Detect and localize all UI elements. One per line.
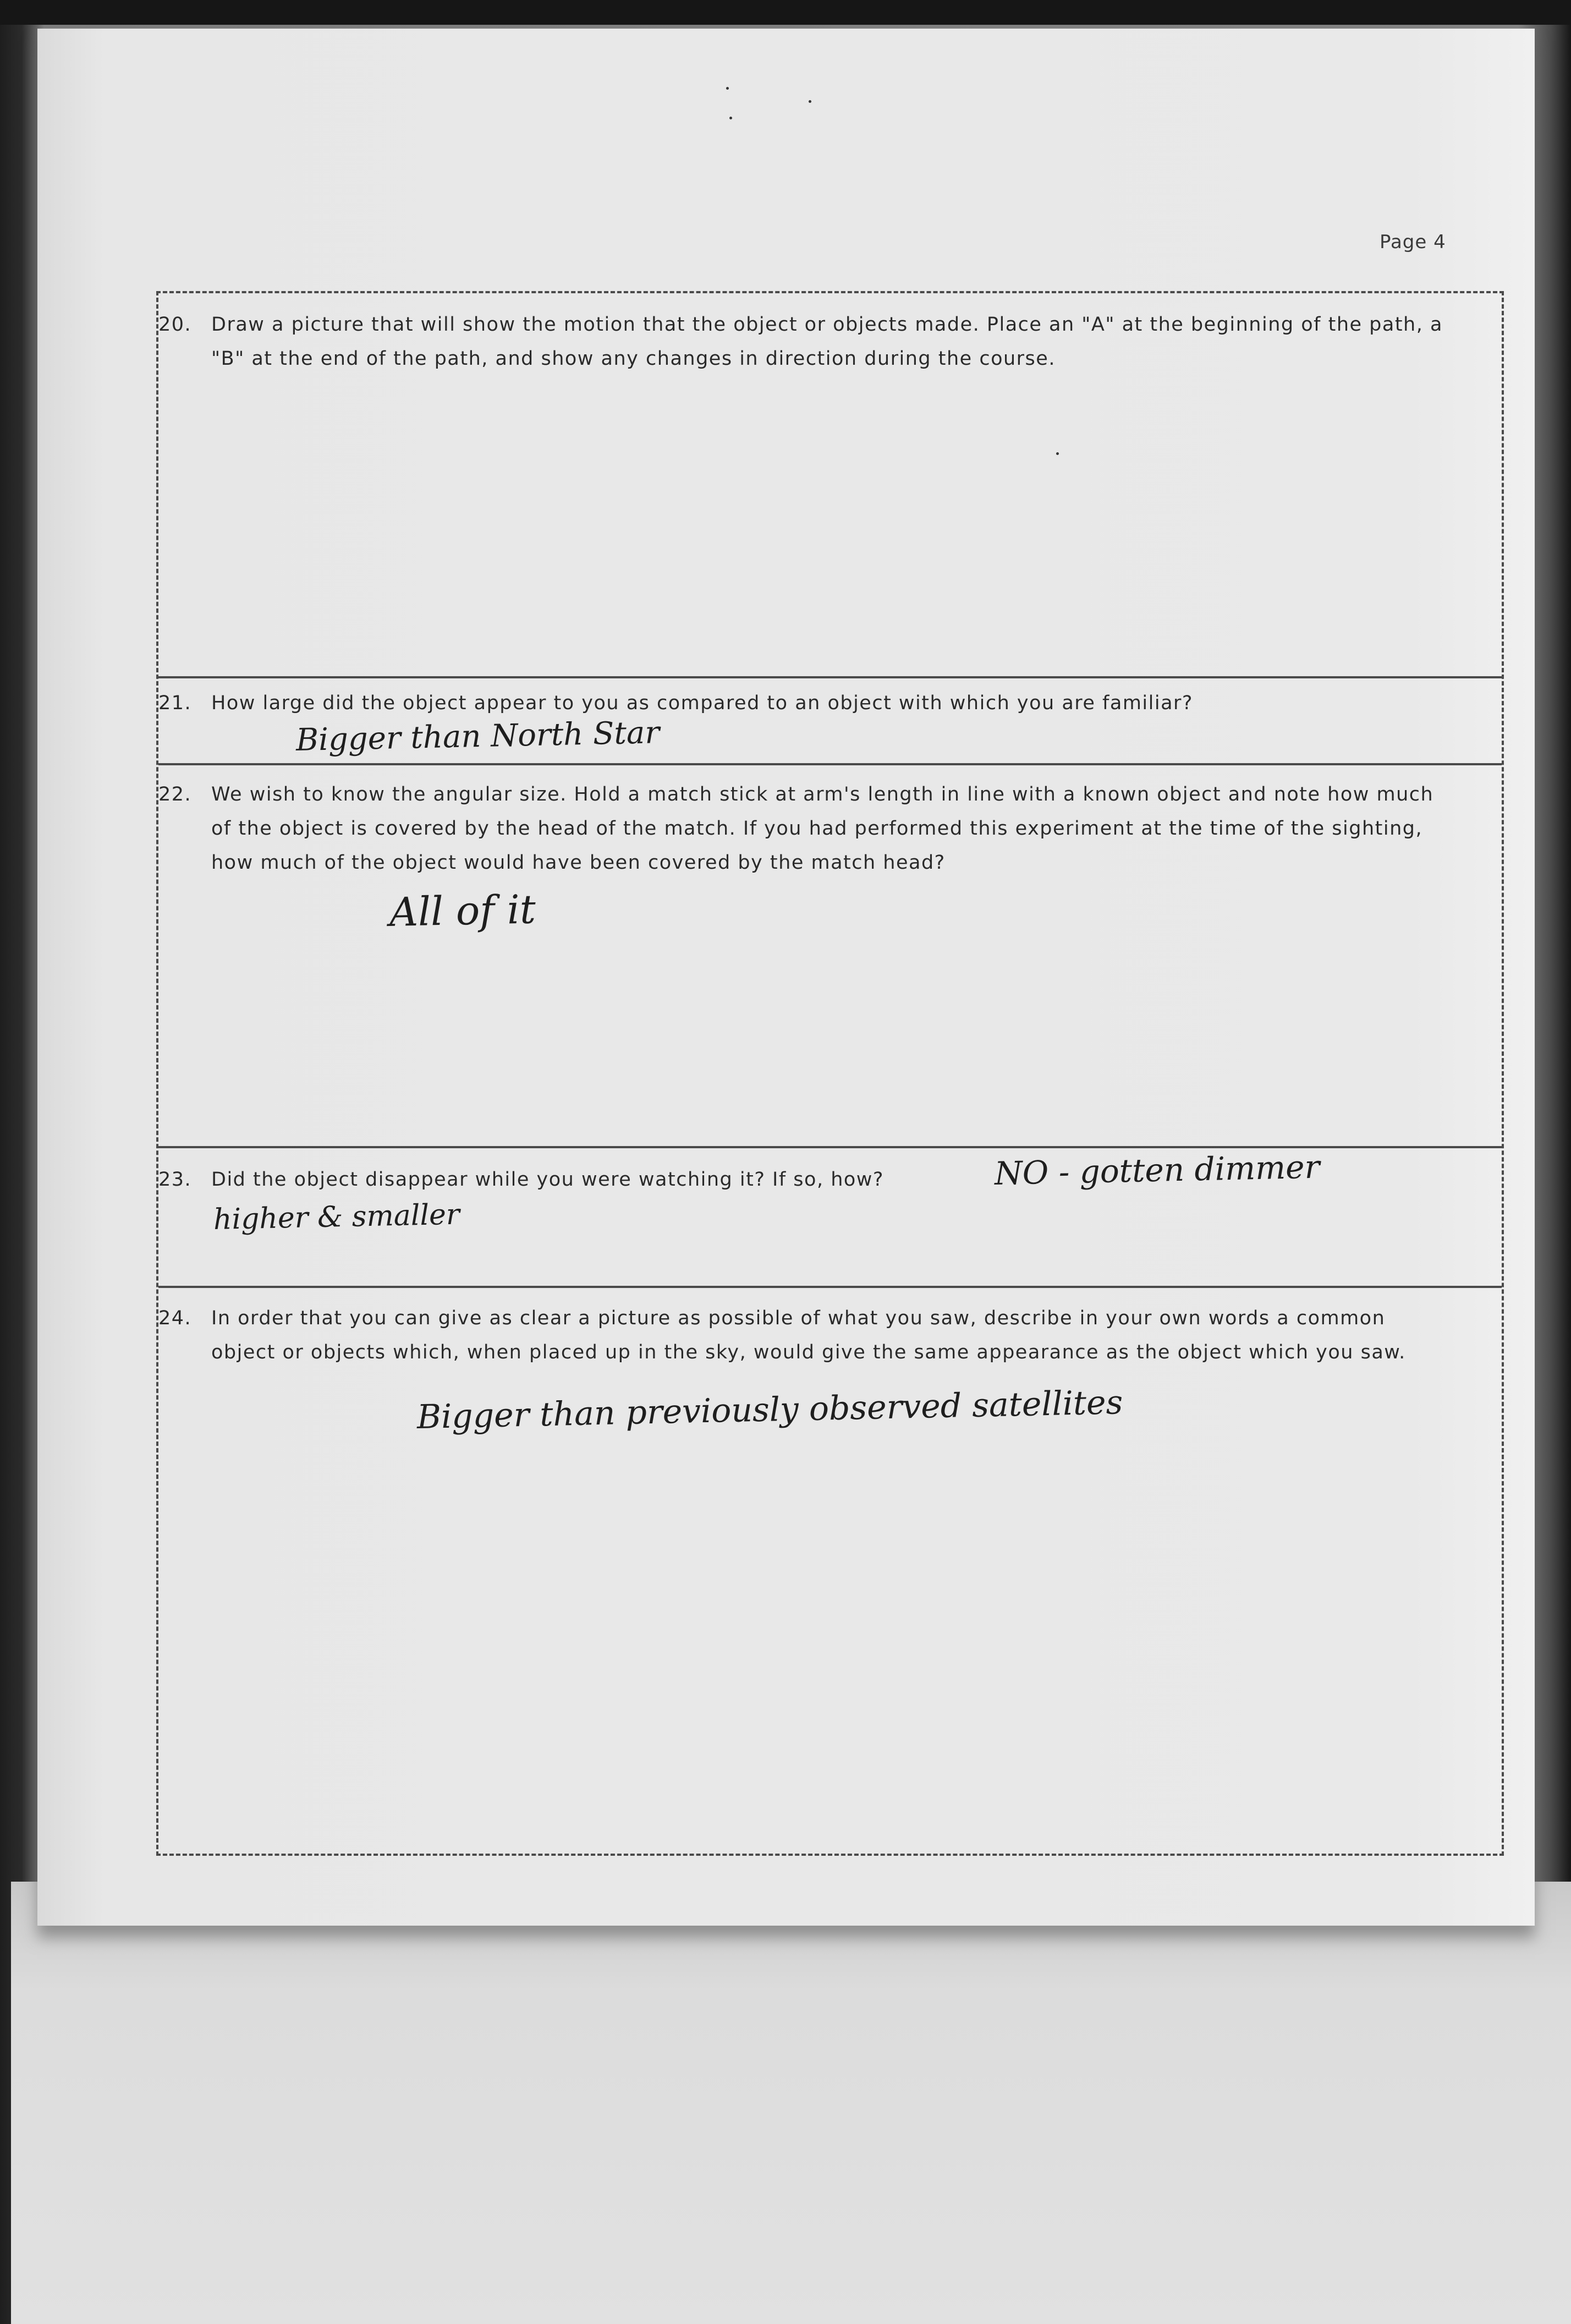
- question-22-section: [158, 765, 1502, 1148]
- question-20-section: [158, 293, 1502, 678]
- answer-23-handwriting-line2: higher & smaller: [213, 1198, 460, 1236]
- question-24-section: [158, 1288, 1502, 1856]
- form-frame: [156, 291, 1504, 1856]
- dust-speck: [729, 117, 732, 119]
- film-top-edge: [0, 0, 1571, 25]
- question-23: [158, 1163, 884, 1197]
- question-text: Draw a picture that will show the motion that the object or objects made. Place an "A" at the beginning of the path, a "B" at the end of the path, and show any changes in direction during the course.: [211, 314, 1443, 370]
- question-21-section: [158, 678, 1502, 765]
- answer-21-handwriting: Bigger than North Star: [295, 715, 660, 758]
- page-number: Page 4: [1380, 231, 1446, 253]
- question-24: [158, 1301, 1452, 1369]
- question-number: 21.: [158, 692, 192, 714]
- question-21: [158, 686, 1452, 720]
- question-number: 22.: [158, 783, 192, 805]
- answer-24-handwriting: Bigger than previously observed satellites: [416, 1383, 1124, 1437]
- dust-speck: [809, 100, 811, 103]
- answer-23-handwriting-line1: NO - gotten dimmer: [994, 1148, 1320, 1192]
- dust-speck: [726, 87, 729, 90]
- question-23-section: [158, 1148, 1502, 1288]
- dust-speck: [1056, 452, 1059, 455]
- question-text: How large did the object appear to you as compared to an object with which you are familiar?: [211, 692, 1193, 714]
- answer-22-handwriting: All of it: [389, 886, 536, 935]
- question-20: [158, 308, 1452, 376]
- question-22: [158, 777, 1452, 880]
- question-text: Did the object disappear while you were watching it? If so, how?: [211, 1169, 884, 1191]
- scan-backdrop: [11, 1882, 1571, 2324]
- question-text: We wish to know the angular size. Hold a match stick at arm's length in line with a known object and note how much of the object is covered by the head of the match. If you had performed this experiment at the time of the sighting, how much of the object would have been covered by the match head?: [211, 783, 1434, 874]
- question-number: 23.: [158, 1169, 192, 1191]
- form-page: [37, 29, 1535, 1926]
- question-text: In order that you can give as clear a picture as possible of what you saw, describe in your own words a common object or objects which, when placed up in the sky, would give the same appearance as the object which you saw.: [211, 1307, 1406, 1363]
- question-number: 20.: [158, 314, 192, 336]
- question-number: 24.: [158, 1307, 192, 1329]
